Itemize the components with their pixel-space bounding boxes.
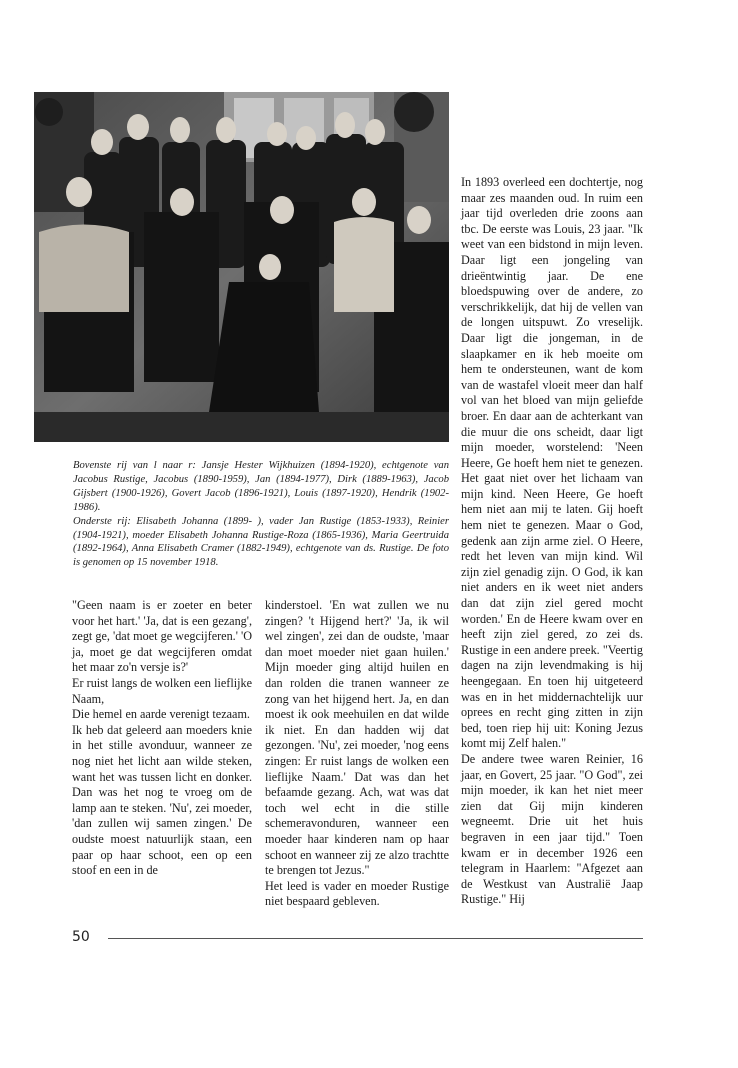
text-column-2 <box>265 598 449 910</box>
paragraph: kinderstoel. 'En wat zullen we nu zingen? 't Hijgend hert?' 'Ja, ik wil wel zingen', zei dan de oudste, 'maar dan moet moeder niet gaan huilen.' Mijn moeder ging altijd huilen en dan rolden die tranen wanneer ze zong van het hijgend hert. Ja, en dan moest ik ook meehuilen en dat wilde ik niet. En dan hadden wij dat gezongen. 'Nu', zei moeder, 'nog eens zingen: Er ruist langs de wolken een lieflijke Naam.' Dat was dan het befaamde gezang. Ach, wat was dat toch wel echt in die stille schemeravonduren, wanneer een moeder haar kinderen nam op haar schoot en wanneer zij ze alzo trachtte te brengen tot Jezus." <box>265 598 449 878</box>
paragraph: Ik heb dat geleerd aan moeders knie in het stille avonduur, wanneer ze nog niet het licht aan wilde steken, want het was tussen licht en donker. Dan was het nog te vroeg om de lamp aan te steken. 'Nu', zei moeder, 'dan zullen wij samen zingen.' De oudste moest natuurlijk staan, een paar op haar schoot, een op een stoof en een in de <box>72 722 252 878</box>
paragraph: In 1893 overleed een dochtertje, nog maar zes maanden oud. In ruim een jaar tijd overleden drie zoons aan tbc. De eerste was Louis, 23 jaar. "Ik weet van een bidstond in mijn leven. Daar ligt een jongeling van drieëntwintig jaar. De ene bloedspuwing over de andere, zo verschrikkelijk, dat hij de vellen van de longen uitspuwt. Zo vreselijk. Daar ligt die jongeman, in de slaapkamer en ik heb moeite om hem te ondersteunen, want de kom van de wastafel vloeit meer dan half vol van het bloed van mijn geliefde broer. En daar aan de achterkant van die muur die ons scheidt, daar ligt mijn moeder, worstelend: 'Neen Heere, Ge hoeft hem niet te genezen. Het gaat niet over het lichaam van mijn kind. Neen Heere, Ge hoeft hem niet aan mij te laten. Gij hoeft hem niet te genezen. Maar o God, gedenk aan zijn arme ziel. O Heere, redt het leven van mijn kind. Wil zijn ziel genadig zijn. O God, ik kan niet anders en ik weet niet anders dan dat zijn ziel gered mocht worden.' En de Heere kwam over en heeft zijn ziel gered, zo zei ds. Rustige in een andere preek. "Veertig dagen na zijn levendmaking is hij heengegaan. En toen hij uitgeteerd was en in het middernachtelijk uur oprees en recht ging zitten in zijn bed, toen riep hij uit: Koning Jezus komt mij Zelf halen." <box>461 175 643 751</box>
footer-rule <box>108 938 643 939</box>
paragraph: Het leed is vader en moeder Rustige niet bespaard gebleven. <box>265 878 449 909</box>
group-photo <box>34 92 449 442</box>
photo-caption <box>73 459 449 570</box>
verse-line: Er ruist langs de wolken een lieflijke Naam, <box>72 675 252 706</box>
caption-top-row: Bovenste rij van l naar r: Jansje Hester Wijkhuizen (1894-1920), echtgenote van Jacobus Rustige, Jacobus (1890-1959), Jan (1894-1977), Dirk (1889-1963), Jacob Gijsbert (1900-1926), Govert Jacob (1896-1921), Louis (1897-1920), Hendrik (1902-1986). <box>73 460 449 513</box>
text-column-1 <box>72 598 252 879</box>
caption-bottom-row: Onderste rij: Elisabeth Johanna (1899- ), vader Jan Rustige (1853-1933), Reinier (1904-1921), moeder Elisabeth Johanna Rustige-Roza (1865-1936), Maria Geertruida (1892-1964), Anna Elisabeth Cramer (1882-1949), echtgenote van ds. Rustige. De foto is genomen op 15 november 1918. <box>73 515 449 569</box>
verse-line: Die hemel en aarde verenigt tezaam. <box>72 707 250 722</box>
text-column-3 <box>461 175 643 908</box>
page-number: 50 <box>72 929 90 945</box>
paragraph: "Geen naam is er zoeter en beter voor het hart.' 'Ja, dat is een gezang', zegt ge, 'dat moet ge wegcijferen.' 'O ja, moet ge dat wegcijferen omdat het maar zo'n versje is?' <box>72 598 252 675</box>
paragraph: De andere twee waren Reinier, 16 jaar, en Govert, 25 jaar. "O God", zei mijn moeder, ik kan het niet meer zien dat Gij mijn kinderen wegneemt. Drie uit het huis begraven in een jaar tijd." Toen kwam er in december 1926 een telegram in Haarlem: "Afgezet aan de Westkust van Australië Jaap Rustige." Hij <box>461 751 643 907</box>
